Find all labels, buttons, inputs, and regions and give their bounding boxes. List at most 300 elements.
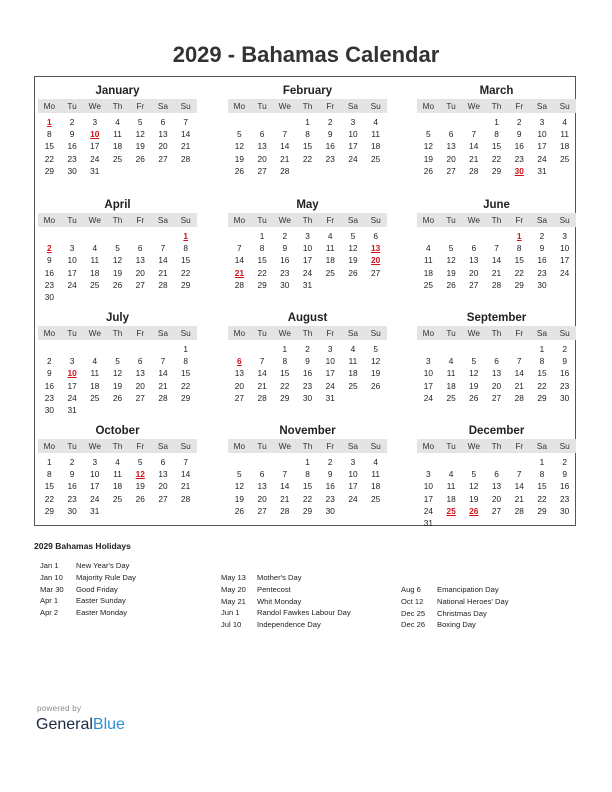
day-cell: 5 <box>115 356 120 367</box>
weekday-label: Mo <box>233 101 246 111</box>
day-cell: 30 <box>325 505 335 516</box>
day-cell: 28 <box>280 505 290 516</box>
day-cell <box>129 404 152 416</box>
day-cell: 24 <box>90 153 100 164</box>
day-cell: 27 <box>491 505 502 516</box>
day-cell: 9 <box>562 356 567 367</box>
weekday-header <box>38 439 197 453</box>
day-cell: 23 <box>67 153 77 164</box>
day-cell <box>440 456 463 468</box>
calendar-grid <box>34 76 576 526</box>
day-cell: 21 <box>491 267 502 278</box>
day-cell: 2 <box>47 356 52 367</box>
day-cell: 21 <box>469 153 479 164</box>
month-name: April <box>104 199 131 211</box>
day-cell <box>129 291 152 303</box>
day-cell <box>228 456 251 468</box>
day-cell <box>106 291 129 303</box>
day-cell: 11 <box>90 255 100 266</box>
day-cell: 31 <box>537 165 547 176</box>
month-name: May <box>296 199 319 211</box>
day-cell: 30 <box>537 279 547 290</box>
day-cell: 21 <box>181 141 191 152</box>
day-cell <box>440 517 463 529</box>
day-cell: 4 <box>448 356 454 367</box>
day-cell: 9 <box>282 243 288 254</box>
day-cell: 12 <box>423 141 433 152</box>
week-row <box>417 242 576 254</box>
day-cell: 1 <box>305 457 310 467</box>
weekday-label: Fr <box>326 215 335 225</box>
day-cell: 5 <box>137 117 143 127</box>
day-cell: 26 <box>371 380 381 391</box>
month-december <box>417 423 576 529</box>
day-cell: 10 <box>560 243 570 254</box>
holiday-name: National Heroes' Day <box>437 596 509 606</box>
week-row <box>228 230 387 242</box>
day-cell: 27 <box>257 505 267 516</box>
day-cell: 16 <box>302 368 313 379</box>
day-cell: 26 <box>446 279 456 290</box>
week-row <box>417 456 576 468</box>
day-cell <box>251 343 274 355</box>
month-name: September <box>466 312 527 324</box>
week-row <box>417 392 576 404</box>
day-cell <box>531 517 554 529</box>
day-cell: 27 <box>371 267 381 278</box>
day-cell: 16 <box>325 141 335 152</box>
day-cell: 13 <box>135 255 145 266</box>
weekday-label: Sa <box>157 328 169 338</box>
day-cell: 9 <box>47 255 52 266</box>
day-cell: 23 <box>67 493 77 504</box>
day-cell <box>462 230 485 242</box>
weekday-label: Th <box>112 215 123 225</box>
day-cell: 8 <box>259 243 265 254</box>
day-cell: 15 <box>44 141 54 152</box>
day-cell: 4 <box>448 469 454 480</box>
holiday-date: Apr 2 <box>40 608 59 618</box>
holiday-date: May 20 <box>221 584 246 594</box>
day-cell: 28 <box>280 165 290 176</box>
day-cell <box>462 116 485 128</box>
day-cell <box>83 230 106 242</box>
day-cell: 28 <box>514 392 524 403</box>
weekday-label: Fr <box>515 441 524 451</box>
day-cell <box>553 165 576 177</box>
day-cell <box>485 456 508 468</box>
day-cell <box>152 291 175 303</box>
day-cell: 24 <box>537 153 547 164</box>
day-cell: 29 <box>257 279 267 290</box>
holiday-column <box>40 560 136 619</box>
day-cell: 20 <box>135 380 145 391</box>
day-cell: 20 <box>135 267 145 278</box>
page-title: 2029 - Bahamas Calendar <box>172 42 440 67</box>
day-cell: 21 <box>280 493 290 504</box>
day-cell: 30 <box>44 291 54 302</box>
day-cell <box>38 343 61 355</box>
day-cell: 25 <box>371 153 381 164</box>
day-cell: 26 <box>234 505 244 516</box>
day-cell: 31 <box>325 392 335 403</box>
day-cell: 21 <box>280 153 290 164</box>
day-cell: 13 <box>371 243 381 254</box>
month-name: June <box>483 199 510 211</box>
weekday-label: Tu <box>67 328 77 338</box>
week-row <box>228 493 387 505</box>
day-cell: 1 <box>282 344 288 354</box>
day-cell: 23 <box>325 153 335 164</box>
holiday-item <box>40 595 136 607</box>
day-cell: 18 <box>446 493 456 504</box>
week-row <box>417 505 576 517</box>
day-cell: 17 <box>423 493 433 504</box>
brand-logo[interactable] <box>36 716 125 734</box>
day-cell: 11 <box>113 469 122 480</box>
day-cell: 14 <box>234 255 244 266</box>
holiday-date: Jan 1 <box>40 561 59 570</box>
weekday-label: Tu <box>257 101 267 111</box>
day-cell: 5 <box>426 129 431 140</box>
day-cell: 10 <box>348 129 358 140</box>
week-row <box>38 468 197 480</box>
day-cell: 9 <box>539 243 545 254</box>
day-cell: 18 <box>423 267 433 278</box>
day-cell: 20 <box>234 380 244 391</box>
day-cell: 24 <box>90 493 100 504</box>
day-cell: 26 <box>135 153 145 164</box>
day-cell: 16 <box>514 141 524 152</box>
day-cell: 24 <box>423 392 433 403</box>
holiday-name: Boxing Day <box>437 620 476 630</box>
weekday-label: We <box>88 441 101 451</box>
day-cell: 7 <box>516 469 522 480</box>
day-cell: 10 <box>67 368 77 379</box>
day-cell: 6 <box>259 129 265 140</box>
week-row <box>38 480 197 492</box>
day-cell: 19 <box>135 141 145 152</box>
day-cell: 4 <box>115 117 120 127</box>
day-cell: 24 <box>560 267 570 278</box>
day-cell: 3 <box>92 117 98 127</box>
day-cell: 23 <box>280 267 290 278</box>
day-cell: 30 <box>560 505 570 516</box>
month-march <box>417 83 576 177</box>
day-cell: 24 <box>423 505 433 516</box>
day-cell: 10 <box>348 469 358 480</box>
holiday-name: Emancipation Day <box>437 585 499 594</box>
day-cell: 17 <box>325 368 335 379</box>
holiday-name: Easter Sunday <box>76 596 126 606</box>
day-cell: 24 <box>325 380 335 391</box>
day-cell: 18 <box>371 141 381 152</box>
weekday-label: Mo <box>233 328 246 338</box>
day-cell: 23 <box>325 493 335 504</box>
day-cell: 21 <box>158 267 168 278</box>
day-cell: 8 <box>47 469 52 480</box>
weekday-label: Mo <box>233 441 246 451</box>
weekday-label: Fr <box>326 101 335 111</box>
day-cell: 31 <box>302 279 313 290</box>
day-cell: 14 <box>514 368 524 379</box>
day-cell: 27 <box>135 279 145 290</box>
day-cell: 1 <box>494 117 499 127</box>
day-cell <box>129 165 152 177</box>
day-cell: 12 <box>234 141 244 152</box>
day-cell: 10 <box>90 469 100 480</box>
holiday-date: Aug 6 <box>401 585 421 594</box>
day-cell: 1 <box>539 344 545 354</box>
day-cell: 7 <box>160 356 166 367</box>
weekday-label: Sa <box>347 328 359 338</box>
day-cell: 7 <box>282 129 288 140</box>
week-row <box>417 165 576 177</box>
day-cell: 6 <box>471 243 477 254</box>
day-cell: 7 <box>259 356 265 367</box>
day-cell <box>342 165 365 177</box>
day-cell: 30 <box>560 392 570 403</box>
day-cell <box>106 404 129 416</box>
weekday-label: We <box>88 215 101 225</box>
day-cell: 18 <box>446 380 456 391</box>
day-cell: 13 <box>158 129 168 140</box>
day-cell: 1 <box>305 117 310 127</box>
day-cell <box>462 517 485 529</box>
holiday-date: Apr 1 <box>40 596 59 606</box>
weekday-label: Th <box>491 328 502 338</box>
day-cell: 8 <box>516 243 522 254</box>
weekday-label: Fr <box>515 328 524 338</box>
day-cell: 21 <box>514 380 524 391</box>
day-cell <box>251 456 274 468</box>
day-cell: 4 <box>92 243 98 254</box>
day-cell: 17 <box>348 141 358 152</box>
day-cell: 15 <box>302 141 313 152</box>
day-cell: 16 <box>325 481 335 492</box>
holiday-item <box>221 584 351 596</box>
day-cell: 8 <box>183 356 188 367</box>
week-row <box>38 165 197 177</box>
day-cell <box>342 505 365 517</box>
day-cell <box>319 279 342 291</box>
day-cell: 24 <box>67 392 77 403</box>
day-cell: 15 <box>537 481 547 492</box>
day-cell: 1 <box>539 457 545 467</box>
day-cell: 8 <box>539 356 545 367</box>
week-row <box>38 355 197 367</box>
day-cell: 25 <box>560 153 570 164</box>
day-cell: 18 <box>325 255 335 266</box>
weekday-label: Th <box>491 101 502 111</box>
day-cell: 1 <box>47 457 52 467</box>
day-cell: 16 <box>67 141 77 152</box>
month-january <box>38 83 197 177</box>
day-cell: 1 <box>183 344 188 354</box>
week-row <box>228 165 387 177</box>
day-cell <box>83 291 106 303</box>
holiday-item <box>401 596 509 608</box>
weekday-header <box>38 213 197 227</box>
week-row <box>38 367 197 379</box>
day-cell: 19 <box>112 380 123 391</box>
day-cell: 3 <box>69 243 75 254</box>
day-cell: 4 <box>373 457 378 467</box>
day-cell: 14 <box>280 481 290 492</box>
day-cell: 2 <box>516 117 522 127</box>
month-name: January <box>95 85 140 97</box>
day-cell: 3 <box>350 457 356 467</box>
day-cell: 2 <box>539 231 545 241</box>
month-name: October <box>95 425 140 437</box>
weekday-label: Th <box>302 215 313 225</box>
day-cell: 16 <box>44 380 54 391</box>
day-cell: 24 <box>67 279 77 290</box>
day-cell: 16 <box>44 267 54 278</box>
week-row <box>38 343 197 355</box>
day-cell: 8 <box>282 356 288 367</box>
day-cell: 3 <box>350 117 356 127</box>
day-cell: 1 <box>183 231 188 241</box>
day-cell: 23 <box>514 153 524 164</box>
weekday-label: Su <box>559 328 570 338</box>
day-cell: 10 <box>90 129 100 140</box>
weekday-label: We <box>467 441 480 451</box>
day-cell: 11 <box>325 243 335 254</box>
day-cell: 30 <box>302 392 313 403</box>
day-cell: 20 <box>371 255 381 266</box>
day-cell <box>485 230 508 242</box>
day-cell: 27 <box>158 493 168 504</box>
day-cell: 27 <box>446 165 456 176</box>
day-cell: 21 <box>514 493 524 504</box>
week-row <box>417 230 576 242</box>
day-cell: 12 <box>371 356 381 367</box>
day-cell: 6 <box>448 129 454 140</box>
month-april <box>38 197 197 303</box>
weekday-label: Sa <box>347 101 359 111</box>
day-cell: 29 <box>181 392 191 403</box>
day-cell <box>228 230 251 242</box>
day-cell <box>440 343 463 355</box>
day-cell <box>152 404 175 416</box>
day-cell: 9 <box>327 129 333 140</box>
weekday-label: Mo <box>422 215 435 225</box>
day-cell: 13 <box>257 481 267 492</box>
week-row <box>228 140 387 152</box>
weekday-header <box>228 99 387 113</box>
day-cell: 4 <box>115 457 120 467</box>
day-cell: 17 <box>90 141 100 152</box>
day-cell <box>553 517 576 529</box>
day-cell: 18 <box>560 141 570 152</box>
day-cell: 29 <box>302 505 313 516</box>
weekday-header <box>38 326 197 340</box>
day-cell: 10 <box>67 255 77 266</box>
day-cell: 17 <box>348 481 358 492</box>
week-row <box>38 493 197 505</box>
day-cell <box>508 517 531 529</box>
week-row <box>417 267 576 279</box>
day-cell: 28 <box>469 165 479 176</box>
holiday-date: Oct 12 <box>401 596 424 606</box>
day-cell: 26 <box>135 493 145 504</box>
day-cell <box>417 116 440 128</box>
day-cell: 15 <box>537 368 547 379</box>
day-cell: 3 <box>426 469 431 480</box>
week-row <box>228 480 387 492</box>
weekday-label: Fr <box>326 328 335 338</box>
day-cell: 22 <box>537 493 547 504</box>
weekday-label: Th <box>302 101 313 111</box>
day-cell: 12 <box>446 255 456 266</box>
weekday-header <box>228 326 387 340</box>
holiday-item <box>221 619 351 631</box>
day-cell: 20 <box>446 153 456 164</box>
day-cell: 14 <box>491 255 502 266</box>
day-cell <box>129 230 152 242</box>
day-cell: 11 <box>113 129 122 140</box>
week-row <box>38 128 197 140</box>
day-cell: 7 <box>183 117 188 127</box>
week-row <box>228 505 387 517</box>
day-cell: 11 <box>424 255 433 266</box>
day-cell: 14 <box>280 141 290 152</box>
holiday-name: New Year's Day <box>76 561 130 570</box>
month-may <box>228 197 387 291</box>
week-row <box>228 380 387 392</box>
weekday-label: Su <box>559 441 570 451</box>
weekday-label: Th <box>491 215 502 225</box>
week-row <box>38 291 197 303</box>
month-name: July <box>105 312 129 324</box>
day-cell: 26 <box>423 165 433 176</box>
day-cell: 24 <box>348 153 358 164</box>
day-cell: 17 <box>537 141 547 152</box>
day-cell: 22 <box>537 380 547 391</box>
weekday-label: Sa <box>347 441 359 451</box>
week-row <box>38 140 197 152</box>
day-cell <box>174 291 197 303</box>
holiday-date: Jan 10 <box>40 572 63 582</box>
weekday-label: Su <box>559 101 570 111</box>
weekday-header <box>417 439 576 453</box>
day-cell: 13 <box>469 255 479 266</box>
day-cell: 8 <box>494 129 499 140</box>
day-cell: 23 <box>44 279 54 290</box>
day-cell: 14 <box>469 141 479 152</box>
weekday-label: Tu <box>67 101 77 111</box>
day-cell: 26 <box>469 505 479 516</box>
day-cell: 2 <box>47 243 52 254</box>
day-cell <box>417 230 440 242</box>
day-cell: 25 <box>371 493 381 504</box>
holiday-name: Easter Monday <box>76 608 128 618</box>
day-cell: 20 <box>491 493 502 504</box>
day-cell: 4 <box>350 344 356 354</box>
week-row <box>417 367 576 379</box>
weekday-label: Th <box>491 441 502 451</box>
day-cell: 28 <box>257 392 267 403</box>
day-cell: 12 <box>135 129 145 140</box>
day-cell: 22 <box>44 153 54 164</box>
week-row <box>38 404 197 416</box>
day-cell: 1 <box>47 117 52 127</box>
day-cell: 28 <box>181 493 191 504</box>
weekday-label: Sa <box>536 328 548 338</box>
holiday-date: Mar 30 <box>40 584 64 594</box>
day-cell: 15 <box>514 255 524 266</box>
